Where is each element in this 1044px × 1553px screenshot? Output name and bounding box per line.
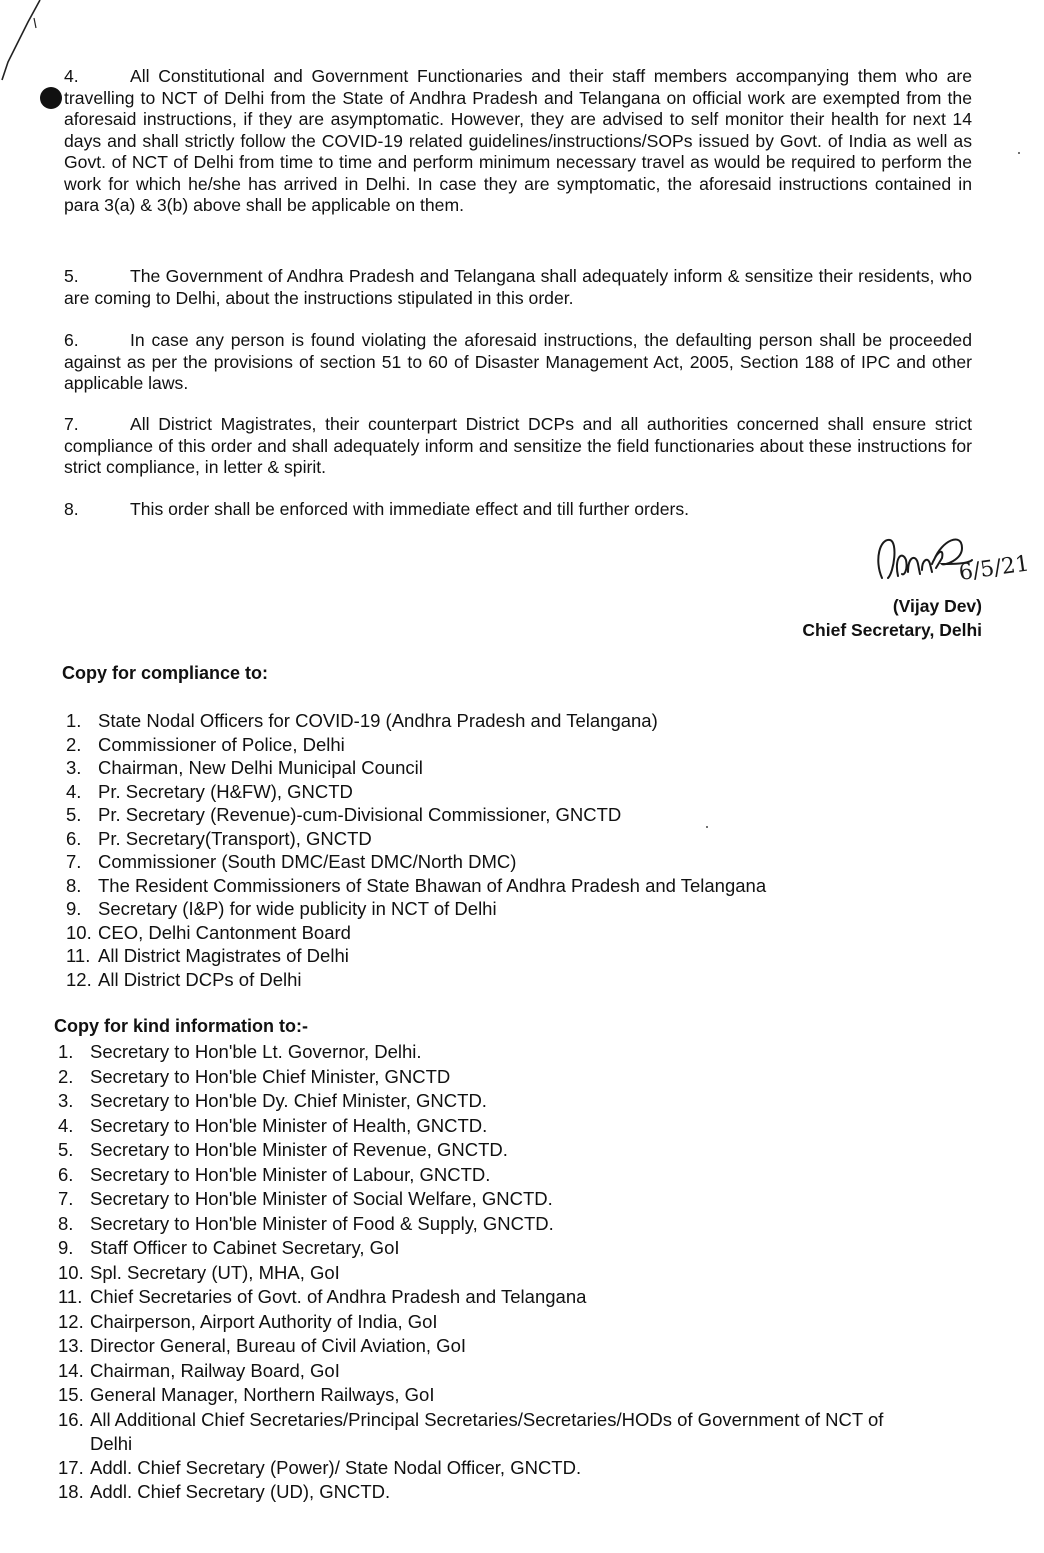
list-item: 9. Secretary (I&P) for wide publicity in NCT of Delhi [66,898,497,919]
paragraph-text: All Constitutional and Government Functionaries and their staff members accompanying them who are travelling to NCT of Delhi from the State of Andhra Pradesh and Telangana on official work are exempted from the aforesaid instructions, if they are asymptomatic. However, they are advised to self monitor their health for next 14 days and shall strictly follow the COVID-19 related guidelines/instructions/SOPs issued by Govt. of India as well as Govt. of NCT of Delhi from time to time and perform minimum necessary travel as would be required to perform the work for which he/she has arrived in Delhi. In case they are symptomatic, the aforesaid instructions contained in para 3(a) & 3(b) above shall be applicable on them. [64,66,972,215]
list-item: 2. Secretary to Hon'ble Chief Minister, GNCTD [58,1065,451,1087]
paragraph-7 [64,414,972,479]
paragraph-5 [64,266,972,309]
list-item: 8. The Resident Commissioners of State Bhawan of Andhra Pradesh and Telangana [66,874,767,896]
list-item: 3. Chairman, New Delhi Municipal Council [66,757,423,778]
paragraph-number: 6. [64,330,79,350]
list-item: 5. Pr. Secretary (Revenue)-cum-Divisional Commissioner, GNCTD [66,804,622,825]
list-item: 4. Pr. Secretary (H&FW), GNCTD [66,780,353,802]
paragraph-text: The Government of Andhra Pradesh and Telangana shall adequately inform & sensitize their residents, who are coming to Delhi, about the instructions stipulated in this order. [64,266,972,308]
list-item: 9. Staff Officer to Cabinet Secretary, GoI [58,1237,400,1258]
list-item: 3. Secretary to Hon'ble Dy. Chief Minister, GNCTD. [58,1090,487,1111]
scan-speck [706,826,708,828]
list-item: 15. General Manager, Northern Railways, GoI [58,1384,435,1405]
paragraph-number: 8. [64,499,79,519]
list-item: 11. Chief Secretaries of Govt. of Andhra Pradesh and Telangana [58,1286,587,1307]
list-item: 1. State Nodal Officers for COVID-19 (Andhra Pradesh and Telangana) [66,710,658,731]
scan-speck [1018,152,1020,154]
compliance-list [66,709,766,991]
list-item: 16. All Additional Chief Secretaries/Principal Secretaries/Secretaries/HODs of Government of NCT of Delhi [58,1408,884,1454]
list-item: 6. Pr. Secretary(Transport), GNCTD [66,827,372,849]
paragraph-number: 5. [64,266,79,286]
compliance-heading: Copy for compliance to: [62,663,269,683]
paragraph-text: In case any person is found violating the aforesaid instructions, the defaulting person shall be proceeded against as per the provisions of section 51 to 60 of Disaster Management Act, 2005, Section 188 of IPC and other applicable laws. [64,330,972,393]
paragraph-number: 4. [64,66,79,86]
list-item: 4. Secretary to Hon'ble Minister of Health, GNCTD. [58,1114,488,1136]
signature-date: 6/5/21 [957,551,1031,586]
list-item: 7. Secretary to Hon'ble Minister of Social Welfare, GNCTD. [58,1188,553,1209]
list-item: 1. Secretary to Hon'ble Lt. Governor, Delhi. [58,1041,422,1062]
signatory-title: Chief Secretary, Delhi [802,620,982,640]
list-item: 7. Commissioner (South DMC/East DMC/North DMC) [66,851,517,872]
paragraph-6 [64,330,972,395]
information-heading: Copy for kind information to:- [54,1016,308,1036]
paragraph-number: 7. [64,414,79,434]
list-item: 12. Chairperson, Airport Authority of India, GoI [58,1310,438,1332]
list-item: 10. CEO, Delhi Cantonment Board [66,921,351,943]
handwritten-signature [872,520,1031,600]
list-item: 18. Addl. Chief Secretary (UD), GNCTD. [58,1481,391,1502]
paragraph-text: This order shall be enforced with immediate effect and till further orders. [130,499,690,519]
list-item: 2. Commissioner of Police, Delhi [66,733,345,755]
signatory-name: (Vijay Dev) [892,596,982,616]
list-item: 8. Secretary to Hon'ble Minister of Food & Supply, GNCTD. [58,1212,554,1234]
punch-hole [40,87,62,109]
list-item: 10. Spl. Secretary (UT), MHA, GoI [58,1261,340,1283]
list-item: 17. Addl. Chief Secretary (Power)/ State Nodal Officer, GNCTD. [58,1456,582,1478]
list-item: 13. Director General, Bureau of Civil Aviation, GoI [58,1335,466,1356]
list-item: 6. Secretary to Hon'ble Minister of Labour, GNCTD. [58,1163,491,1185]
paragraph-text: All District Magistrates, their counterpart District DCPs and all authorities concerned shall ensure strict compliance of this order and shall adequately inform and sensitize the field functionaries about these instructions for strict compliance, in letter & spirit. [64,414,972,477]
list-item: 11. All District Magistrates of Delhi [66,945,349,966]
paragraph-8 [64,499,972,521]
list-item: 14. Chairman, Railway Board, GoI [58,1359,340,1381]
information-list [58,1040,998,1505]
paragraph-4 [64,66,972,217]
page-crease-mark [0,0,50,90]
list-item: 5. Secretary to Hon'ble Minister of Revenue, GNCTD. [58,1139,508,1160]
list-item: 12. All District DCPs of Delhi [66,968,302,990]
